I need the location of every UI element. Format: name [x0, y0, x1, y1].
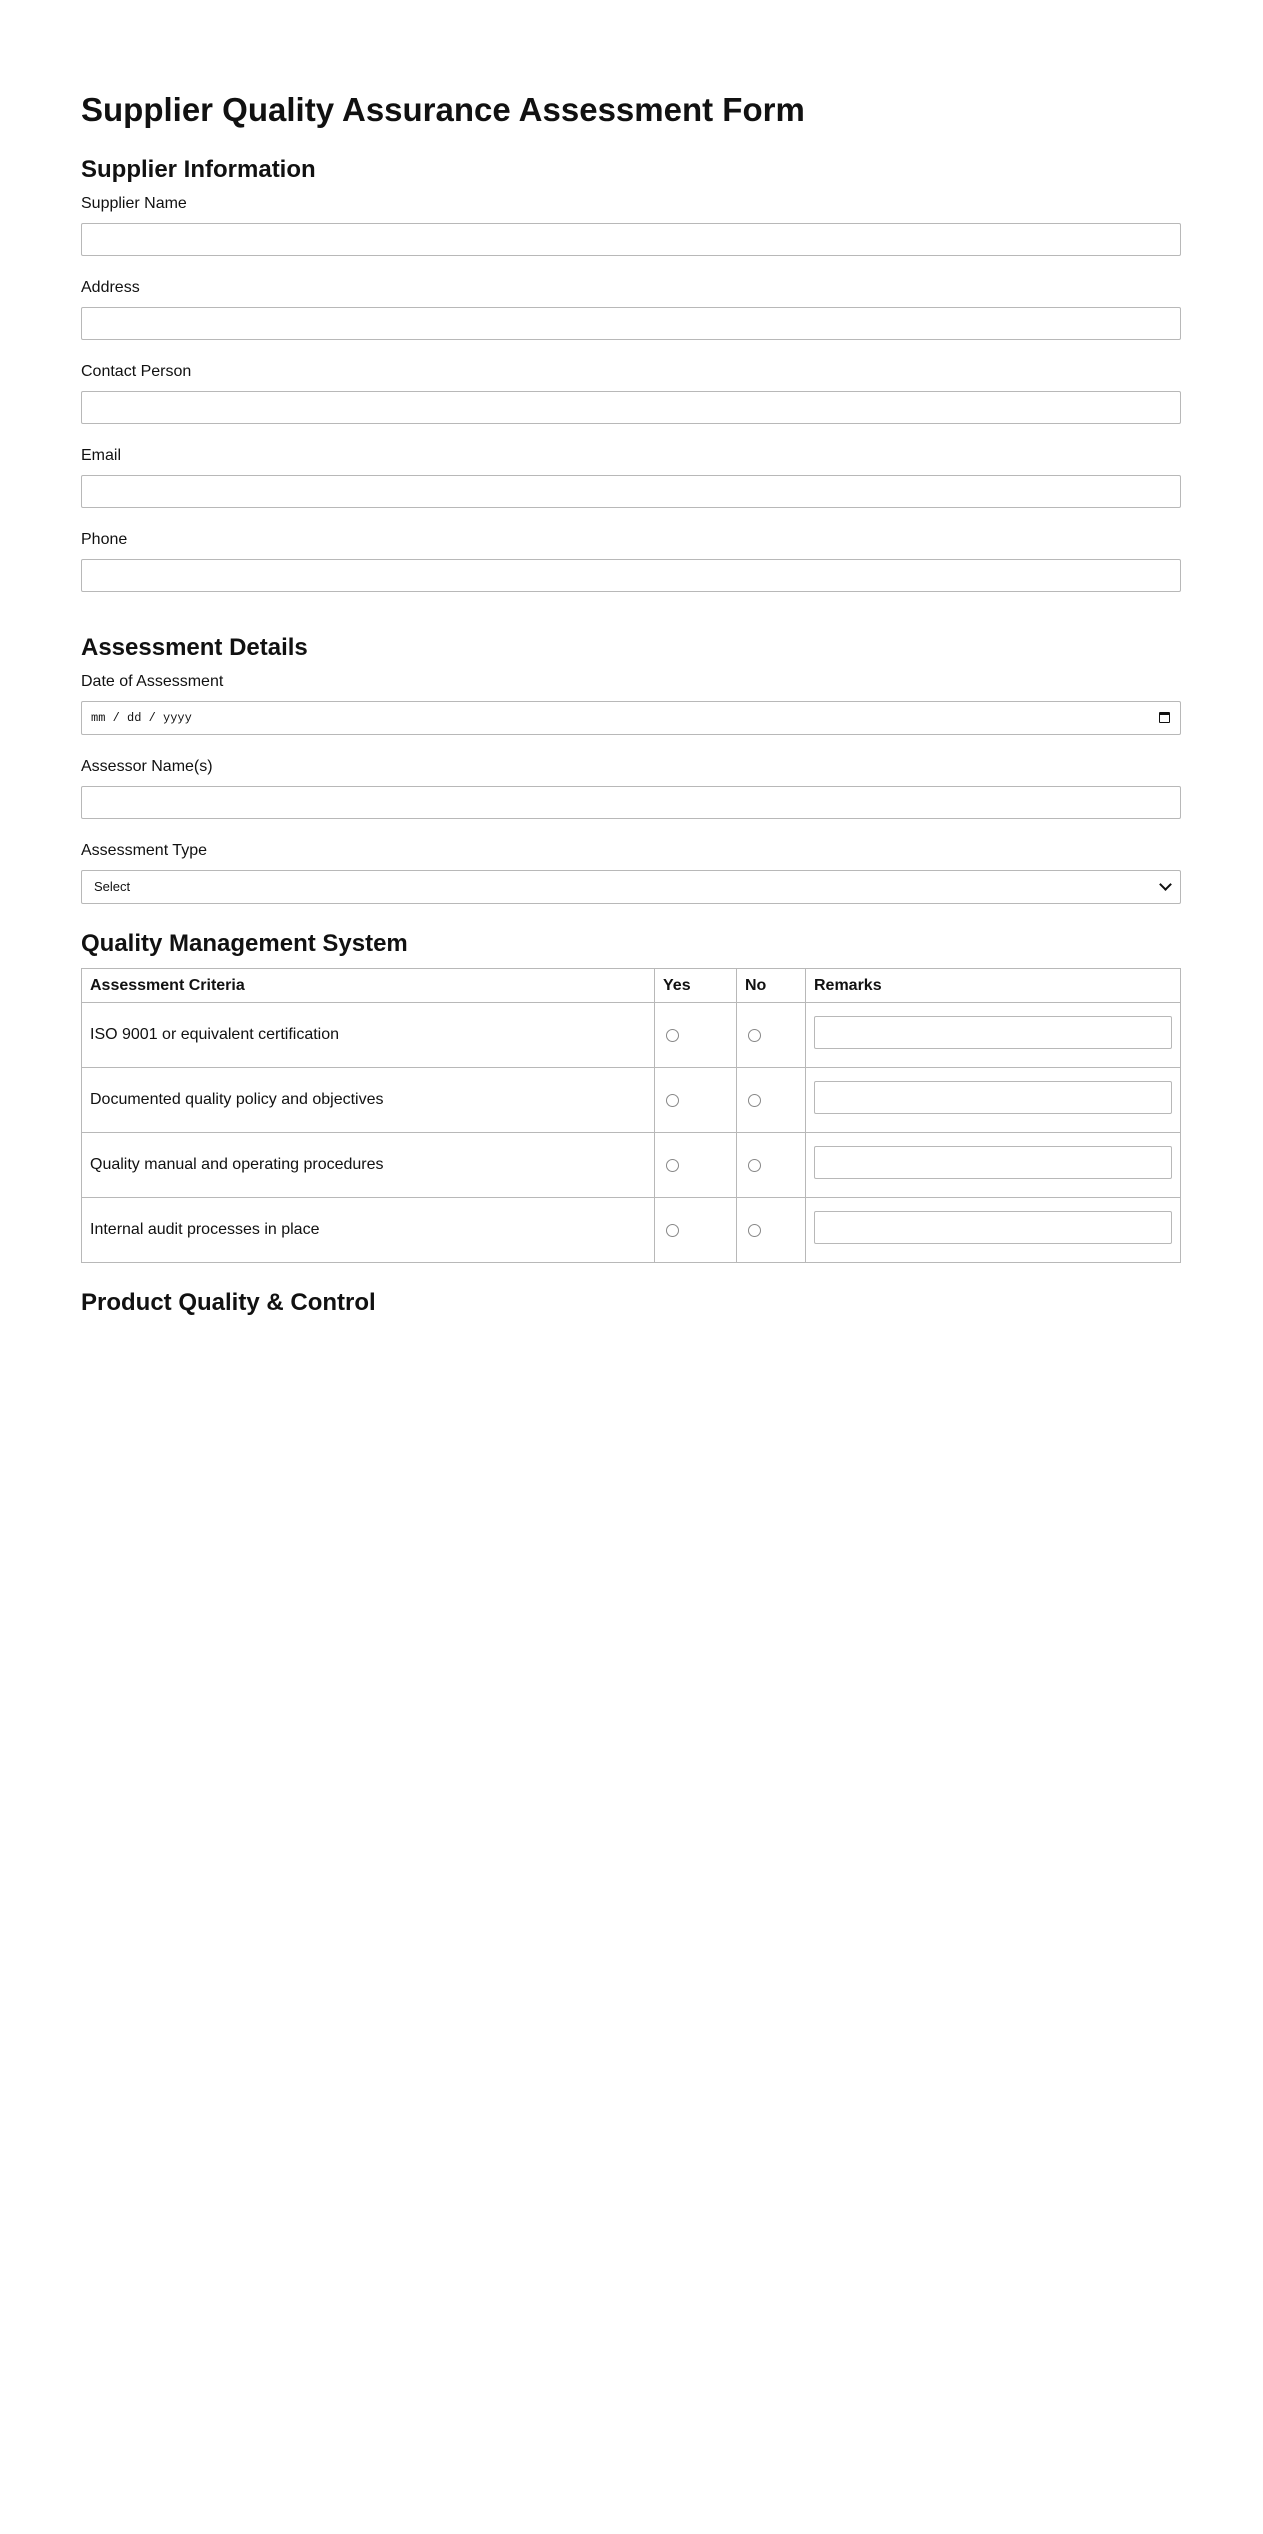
no-cell: [737, 1068, 806, 1133]
no-radio[interactable]: [748, 1224, 761, 1237]
calendar-icon[interactable]: [1159, 712, 1170, 723]
no-cell: [737, 1198, 806, 1263]
no-radio[interactable]: [748, 1029, 761, 1042]
assessor-names-label: Assessor Name(s): [81, 758, 213, 775]
supplier-name-input[interactable]: [81, 223, 1181, 256]
column-header-yes: Yes: [655, 969, 737, 1003]
email-input[interactable]: [81, 475, 1181, 508]
yes-cell: [655, 1133, 737, 1198]
no-cell: [737, 1003, 806, 1068]
remarks-input[interactable]: [814, 1081, 1172, 1114]
assessor-names-input[interactable]: [81, 786, 1181, 819]
table-row: [82, 1068, 1181, 1133]
supplier-name-label: Supplier Name: [81, 195, 187, 212]
contact-person-input[interactable]: [81, 391, 1181, 424]
assessment-details-section: [81, 632, 1182, 904]
supplier-information-section: [81, 154, 1182, 592]
criteria-cell: Quality manual and operating procedures: [82, 1133, 655, 1198]
table-header-row: [82, 969, 1181, 1003]
date-of-assessment-input[interactable]: [81, 701, 1181, 735]
assessment-type-selected: Select: [94, 879, 131, 894]
section-heading-supplier: Supplier Information: [81, 156, 316, 183]
no-cell: [737, 1133, 806, 1198]
table-row: [82, 1003, 1181, 1068]
remarks-cell: [806, 1068, 1181, 1133]
phone-input[interactable]: [81, 559, 1181, 592]
criteria-cell: Internal audit processes in place: [82, 1198, 655, 1263]
address-label: Address: [81, 279, 140, 296]
email-label: Email: [81, 447, 122, 464]
phone-label: Phone: [81, 531, 128, 548]
yes-cell: [655, 1003, 737, 1068]
no-radio[interactable]: [748, 1094, 761, 1107]
remarks-cell: [806, 1133, 1181, 1198]
assessment-type-label: Assessment Type: [81, 842, 207, 859]
yes-radio[interactable]: [666, 1224, 679, 1237]
chevron-down-icon: [1159, 878, 1172, 891]
column-header-remarks: Remarks: [806, 969, 1181, 1003]
yes-radio[interactable]: [666, 1029, 679, 1042]
section-heading-assessment: Assessment Details: [81, 634, 308, 661]
yes-radio[interactable]: [666, 1159, 679, 1172]
section-heading-product-quality: Product Quality & Control: [81, 1289, 376, 1316]
date-of-assessment-label: Date of Assessment: [81, 673, 224, 690]
table-row: [82, 1133, 1181, 1198]
yes-cell: [655, 1198, 737, 1263]
contact-person-label: Contact Person: [81, 363, 192, 380]
table-row: [82, 1198, 1181, 1263]
criteria-cell: Documented quality policy and objectives: [82, 1068, 655, 1133]
remarks-input[interactable]: [814, 1016, 1172, 1049]
page-title: Supplier Quality Assurance Assessment Form: [81, 91, 805, 128]
date-placeholder: mm / dd / yyyy: [91, 711, 192, 725]
address-input[interactable]: [81, 307, 1181, 340]
remarks-input[interactable]: [814, 1146, 1172, 1179]
yes-cell: [655, 1068, 737, 1133]
remarks-cell: [806, 1003, 1181, 1068]
assessment-type-select[interactable]: [81, 870, 1181, 904]
remarks-cell: [806, 1198, 1181, 1263]
yes-radio[interactable]: [666, 1094, 679, 1107]
remarks-input[interactable]: [814, 1211, 1172, 1244]
column-header-criteria: Assessment Criteria: [82, 969, 655, 1003]
section-heading-qms: Quality Management System: [81, 930, 408, 957]
no-radio[interactable]: [748, 1159, 761, 1172]
quality-management-section: [81, 928, 1182, 1263]
criteria-cell: ISO 9001 or equivalent certification: [82, 1003, 655, 1068]
column-header-no: No: [737, 969, 806, 1003]
qms-table: [81, 968, 1181, 1263]
